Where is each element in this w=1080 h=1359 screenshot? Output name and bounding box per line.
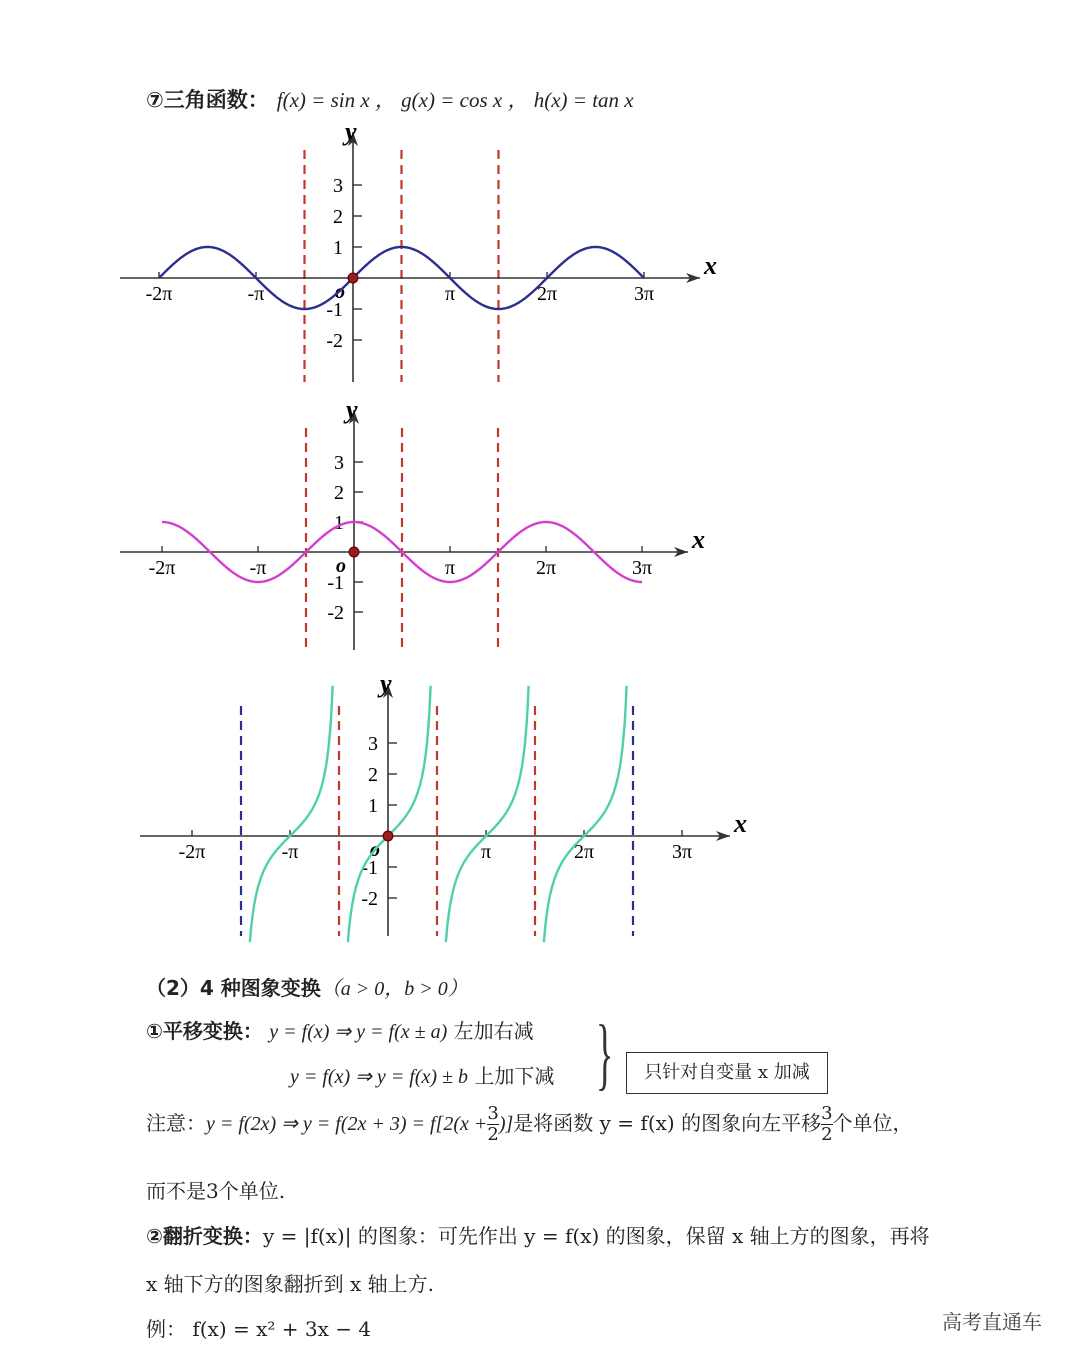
flip-label: ②翻折变换：: [146, 1224, 263, 1248]
note-tail: 个单位，: [832, 1111, 913, 1135]
frac-den: 2: [487, 1124, 499, 1145]
x-tick-label: -2π: [148, 557, 176, 579]
note-line-2: 而不是3个单位.: [146, 1179, 286, 1203]
section2-title: （2）4 种图象变换: [146, 976, 321, 1000]
y-tick-label: -1: [326, 299, 343, 321]
heading-functions: f(x) = sin x ， g(x) = cos x ， h(x) = tan x: [276, 88, 634, 112]
y-tick-label: -2: [326, 330, 343, 352]
origin-label: o: [335, 281, 345, 303]
flip-text: y = |f(x)| 的图象：可先作出 y = f(x) 的图象，保留 x 轴上方的图象，再将: [262, 1224, 930, 1248]
note-math: y = f(2x) ⇒ y = f(2x + 3) = f[2(x +: [206, 1113, 488, 1135]
y-tick-label: 1: [334, 512, 344, 534]
flip-row-2: x 轴下方的图象翻折到 x 轴上方.: [146, 1272, 434, 1296]
y-tick-label: 2: [334, 482, 344, 504]
y-tick-label: 3: [368, 733, 378, 755]
origin-point: [349, 547, 359, 557]
x-tick-label: -π: [281, 841, 299, 863]
translation-row-2: [290, 1060, 554, 1089]
y-tick-label: 3: [333, 175, 343, 197]
x-tick-label: -π: [249, 557, 267, 579]
x-axis-label: x: [704, 251, 717, 280]
y-tick-label: 3: [334, 452, 344, 474]
y-tick-label: 2: [368, 764, 378, 786]
heading-label: ⑦三角函数：: [146, 88, 269, 112]
note-close: )]: [498, 1113, 514, 1135]
y-tick-label: -2: [361, 888, 378, 910]
note-box: 只针对自变量 x 加减: [626, 1052, 828, 1094]
x-tick-label: 2π: [536, 283, 558, 305]
example-row: 例： f(x) = x² + 3x − 4: [146, 1317, 372, 1341]
x-axis-label: x: [692, 525, 705, 554]
y-tick-label: -2: [327, 602, 344, 624]
x-tick-label: 3π: [671, 841, 693, 863]
tan-graph: [0, 668, 1080, 968]
section-heading: [146, 84, 634, 114]
y-tick-label: 1: [333, 237, 343, 259]
x-tick-label: 2π: [535, 557, 557, 579]
function-branch: [348, 686, 431, 942]
origin-label: o: [336, 555, 346, 577]
x-tick-label: π: [444, 283, 456, 305]
x-tick-label: 3π: [631, 557, 653, 579]
function-branch: [544, 686, 627, 942]
translation-formula-2: y = f(x) ⇒ y = f(x) ± b: [290, 1066, 468, 1088]
x-tick-label: -2π: [178, 841, 206, 863]
fraction-three-halves-2: [821, 1104, 832, 1145]
y-axis-label: y: [380, 669, 392, 698]
function-branch: [250, 686, 333, 942]
origin-point: [383, 831, 393, 841]
section2-condition: （a > 0，b > 0）: [320, 978, 468, 1000]
right-brace: }: [596, 1010, 614, 1098]
y-tick-label: -1: [327, 572, 344, 594]
y-tick-label: 1: [368, 795, 378, 817]
section2-title-row: [146, 972, 468, 1001]
frac-den-2: 2: [821, 1124, 833, 1145]
x-tick-label: -π: [247, 283, 265, 305]
x-tick-label: 3π: [633, 283, 655, 305]
note-text: 是将函数 y = f(x) 的图象向左平移: [513, 1111, 822, 1135]
translation-formula-1: y = f(x) ⇒ y = f(x ± a): [269, 1021, 448, 1043]
function-branch: [446, 686, 529, 942]
y-axis-label: y: [345, 117, 357, 146]
x-tick-label: π: [444, 557, 456, 579]
origin-point: [348, 273, 358, 283]
origin-label: o: [370, 839, 380, 861]
note-prefix: 注意：: [146, 1111, 206, 1135]
note-row: [146, 1104, 913, 1145]
sin-graph: [0, 117, 1080, 390]
cos-graph: [0, 395, 1080, 658]
translation-label: ①平移变换：: [146, 1019, 263, 1043]
translation-row-1: [146, 1015, 534, 1044]
watermark: 高考直通车: [942, 1310, 1042, 1334]
flip-row-1: [146, 1220, 930, 1249]
x-axis-label: x: [734, 809, 747, 838]
frac-num-2: 3: [821, 1103, 833, 1124]
y-tick-label: 2: [333, 206, 343, 228]
x-tick-label: -2π: [145, 283, 173, 305]
y-tick-label: -1: [361, 857, 378, 879]
translation-note-1: 左加右减: [453, 1019, 534, 1043]
y-axis-label: y: [346, 395, 358, 424]
translation-note-2: 上加下减: [474, 1064, 555, 1088]
fraction-three-halves: [487, 1104, 498, 1145]
x-tick-label: π: [480, 841, 492, 863]
frac-num: 3: [487, 1103, 499, 1124]
x-tick-label: 2π: [573, 841, 595, 863]
